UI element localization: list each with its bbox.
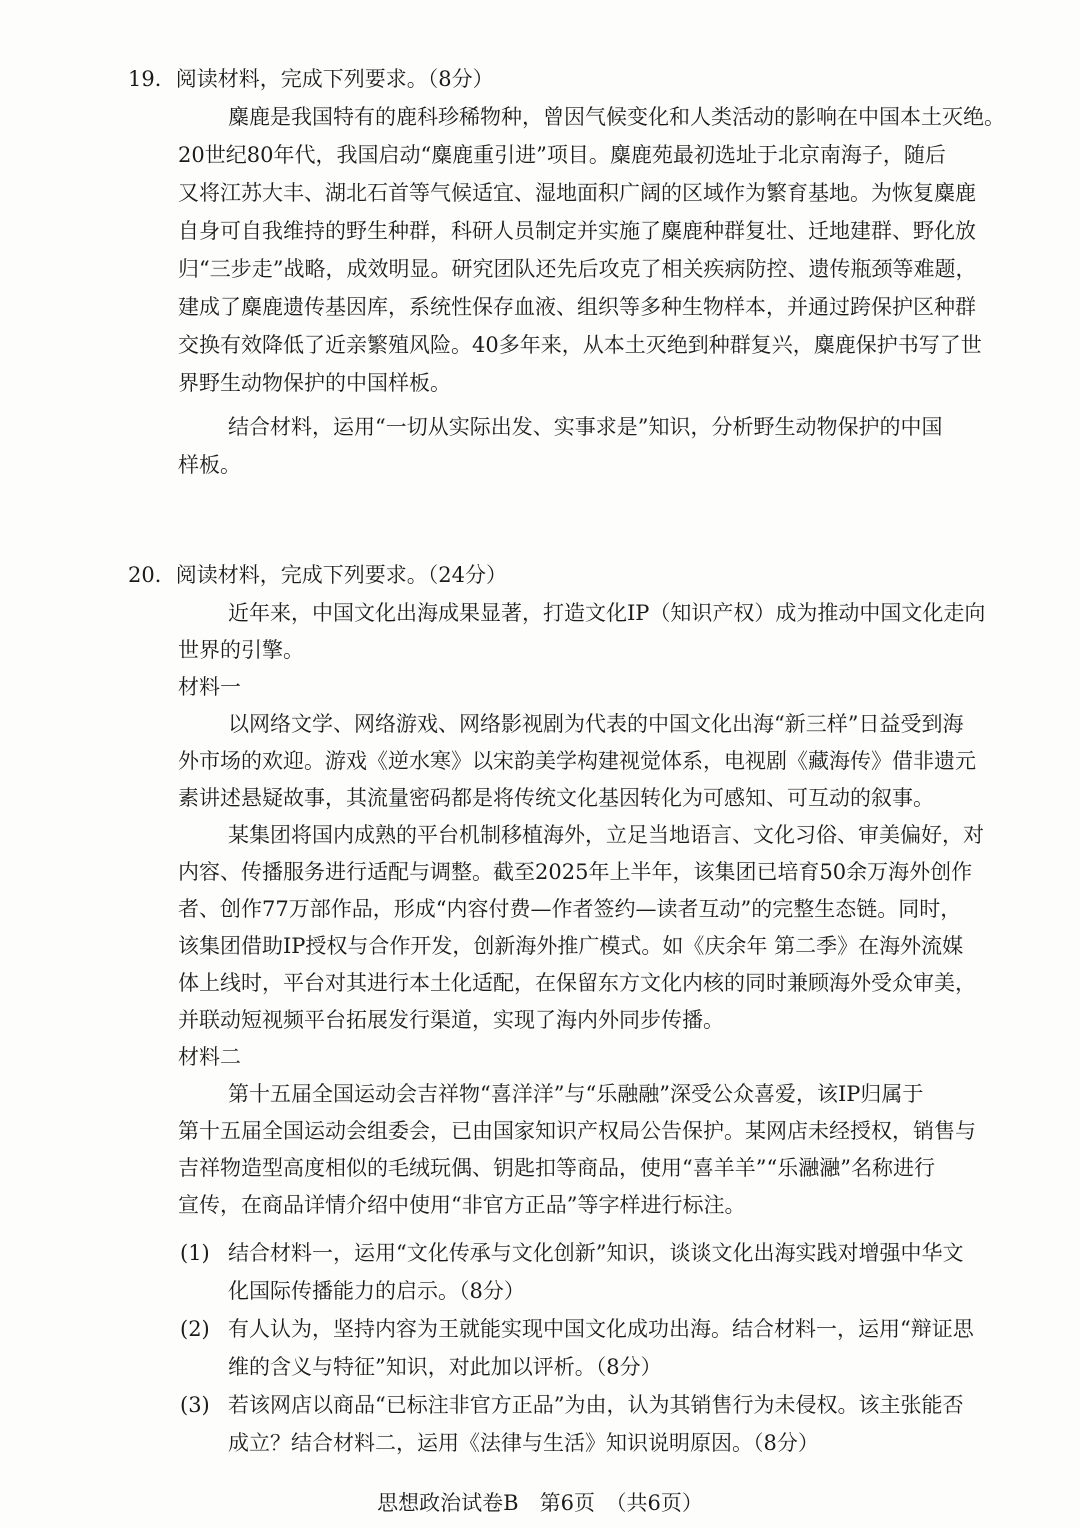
subquestion-number: (1) [180,1241,210,1265]
q20-heading: 20．阅读材料，完成下列要求。（24分） [128,563,507,587]
material2-line: 第十五届全国运动会组委会，已由国家知识产权局公告保护。某网店未经授权，销售与 [178,1119,976,1143]
q19-material-line: 20世纪80年代，我国启动“麋鹿重引进”项目。麋鹿苑最初选址于北京南海子，随后 [178,143,946,167]
material1-line: 素讲述悬疑故事，其流量密码都是将传统文化基因转化为可感知、可互动的叙事。 [178,786,934,810]
subquestion-line: 若该网店以商品“已标注非官方正品”为由，认为其销售行为未侵权。该主张能否 [228,1393,964,1417]
material1-line: 该集团借助IP授权与合作开发，创新海外推广模式。如《庆余年 第二季》在海外流媒 [178,934,964,958]
material1-line: 体上线时，平台对其进行本土化适配，在保留东方文化内核的同时兼顾海外受众审美， [178,971,976,995]
q19-task-line: 样板。 [178,453,241,477]
subquestion-number: (3) [180,1393,210,1417]
material2-line: 宣传，在商品详情介绍中使用“非官方正品”等字样进行标注。 [178,1193,746,1217]
page-footer: 思想政治试卷B 第6页 （共6页） [377,1491,703,1515]
q20-intro-line: 世界的引擎。 [178,638,304,662]
material1-line: 外市场的欢迎。游戏《逆水寒》以宋韵美学构建视觉体系，电视剧《藏海传》借非遗元 [178,749,976,773]
material1-line: 者、创作77万部作品，形成“内容付费—作者签约—读者互动”的完整生态链。同时， [178,897,962,921]
material2-line: 第十五届全国运动会吉祥物“喜洋洋”与“乐融融”深受公众喜爱，该IP归属于 [228,1082,924,1106]
subquestion-line: 维的含义与特征”知识，对此加以评析。（8分） [228,1355,662,1379]
material2-label: 材料二 [178,1045,241,1069]
material2-line: 吉祥物造型高度相似的毛绒玩偶、钥匙扣等商品，使用“喜羊羊”“乐瀜瀜”名称进行 [178,1156,935,1180]
material1-line: 某集团将国内成熟的平台机制移植海外，立足当地语言、文化习俗、审美偏好，对 [228,823,984,847]
material1-line: 内容、传播服务进行适配与调整。截至2025年上半年，该集团已培育50余万海外创作 [178,860,973,884]
subquestion-line: 成立？结合材料二，运用《法律与生活》知识说明原因。（8分） [228,1431,819,1455]
material1-line: 并联动短视频平台拓展发行渠道，实现了海内外同步传播。 [178,1008,724,1032]
material1-line: 以网络文学、网络游戏、网络影视剧为代表的中国文化出海“新三样”日益受到海 [228,712,964,736]
subquestion-line: 结合材料一，运用“文化传承与文化创新”知识，谈谈文化出海实践对增强中华文 [228,1241,964,1265]
q19-material-line: 麋鹿是我国特有的鹿科珍稀物种，曾因气候变化和人类活动的影响在中国本土灭绝。 [228,105,1005,129]
q19-material-line: 建成了麋鹿遗传基因库，系统性保存血液、组织等多种生物样本，并通过跨保护区种群 [178,295,976,319]
q19-heading: 19．阅读材料，完成下列要求。（8分） [128,67,494,91]
q19-material-line: 又将江苏大丰、湖北石首等气候适宜、湿地面积广阔的区域作为繁育基地。为恢复麋鹿 [178,181,976,205]
q19-material-line: 界野生动物保护的中国样板。 [178,371,451,395]
q19-task-line: 结合材料，运用“一切从实际出发、实事求是”知识，分析野生动物保护的中国 [228,415,943,439]
q20-intro-line: 近年来，中国文化出海成果显著，打造文化IP（知识产权）成为推动中国文化走向 [228,601,986,625]
subquestion-line: 有人认为，坚持内容为王就能实现中国文化成功出海。结合材料一，运用“辩证思 [228,1317,974,1341]
subquestion-line: 化国际传播能力的启示。（8分） [228,1279,525,1303]
q19-material-line: 交换有效降低了近亲繁殖风险。40多年来，从本土灭绝到种群复兴，麋鹿保护书写了世 [178,333,982,357]
subquestion-number: (2) [180,1317,210,1341]
q19-material-line: 归“三步走”战略，成效明显。研究团队还先后攻克了相关疾病防控、遗传瓶颈等难题， [178,257,977,281]
material1-label: 材料一 [178,675,241,699]
q19-material-line: 自身可自我维持的野生种群，科研人员制定并实施了麋鹿种群复壮、迁地建群、野化放 [178,219,976,243]
